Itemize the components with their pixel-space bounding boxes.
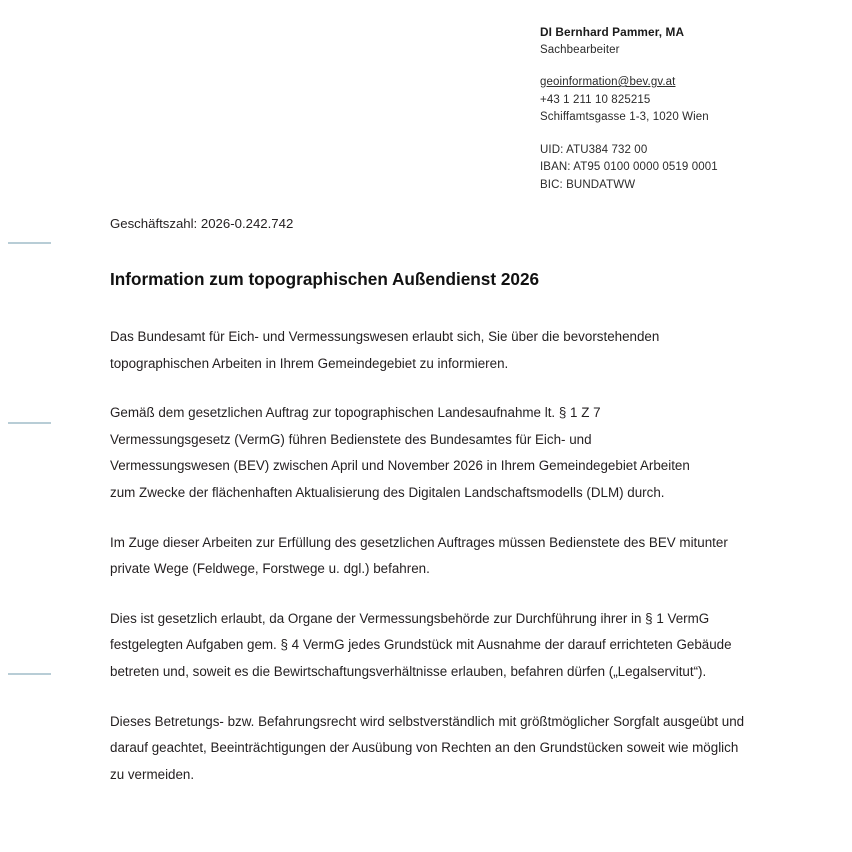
body-paragraph: Dieses Betretungs- bzw. Befahrungsrecht wird selbstverständlich mit größtmöglicher Sorgfalt ausgeübt und darauf geachtet, Beeinträchtigungen der Ausübung von Rechten an den Grundstücken soweit wie möglich zu vermeiden. <box>110 713 745 782</box>
sender-phone: +43 1 211 10 825215 <box>540 93 651 106</box>
sender-uid: UID: ATU384 732 00 <box>540 143 648 156</box>
body-paragraph: Gemäß dem gesetzlichen Auftrag zur topographischen Landesaufnahme lt. § 1 Z 7 Vermessungsgesetz (VermG) führen Bedienstete des Bundesamtes für Eich- und Vermessungswesen (BEV) zwischen April und November 2026 in Ihrem Gemeindegebiet Arbeiten zum Zwecke der flächenhaften Aktualisierung des Digitalen Landschaftsmodells (DLM) durch. <box>110 405 690 500</box>
contact-details-group <box>540 74 810 127</box>
document-body <box>110 214 750 782</box>
body-paragraphs <box>110 324 750 788</box>
margin-change-bar <box>8 422 51 424</box>
margin-change-bar <box>8 673 51 675</box>
sender-email-link[interactable]: geoinformation@bev.gv.at <box>540 76 676 88</box>
sender-role: Sachbearbeiter <box>540 43 620 56</box>
financial-details-group <box>540 142 810 195</box>
body-paragraph: Im Zuge dieser Arbeiten zur Erfüllung des gesetzlichen Auftrages müssen Bedienstete des BEV mitunter private Wege (Feldwege, Forstwege u. dgl.) befahren. <box>110 534 728 577</box>
reference-number: Geschäftszahl: 2026-0.242.742 <box>110 216 294 231</box>
margin-change-bar <box>8 242 51 244</box>
body-paragraph: Dies ist gesetzlich erlaubt, da Organe der Vermessungsbehörde zur Durchführung ihrer in § 1 VermG festgelegten Aufgaben gem. § 4 VermG jedes Grundstück mit Ausnahme der darauf errichteten Gebäude betreten und, soweit es die Bewirtschaftungsverhältnisse erlauben, befahren dürfen („Legalservitut“). <box>110 610 732 679</box>
sender-name: DI Bernhard Pammer, MA <box>540 25 685 39</box>
page-title: Information zum topographischen Außendienst 2026 <box>110 269 540 289</box>
sender-address: Schiffamtsgasse 1-3, 1020 Wien <box>540 111 709 123</box>
sender-contact-block <box>540 24 810 194</box>
sender-email-line <box>540 74 810 92</box>
sender-bic: BIC: BUNDATWW <box>540 178 636 191</box>
sender-iban: IBAN: AT95 0100 0000 0519 0001 <box>540 161 718 173</box>
body-paragraph: Das Bundesamt für Eich- und Vermessungswesen erlaubt sich, Sie über die bevorstehenden topographischen Arbeiten in Ihrem Gemeindegebiet zu informieren. <box>110 329 660 371</box>
